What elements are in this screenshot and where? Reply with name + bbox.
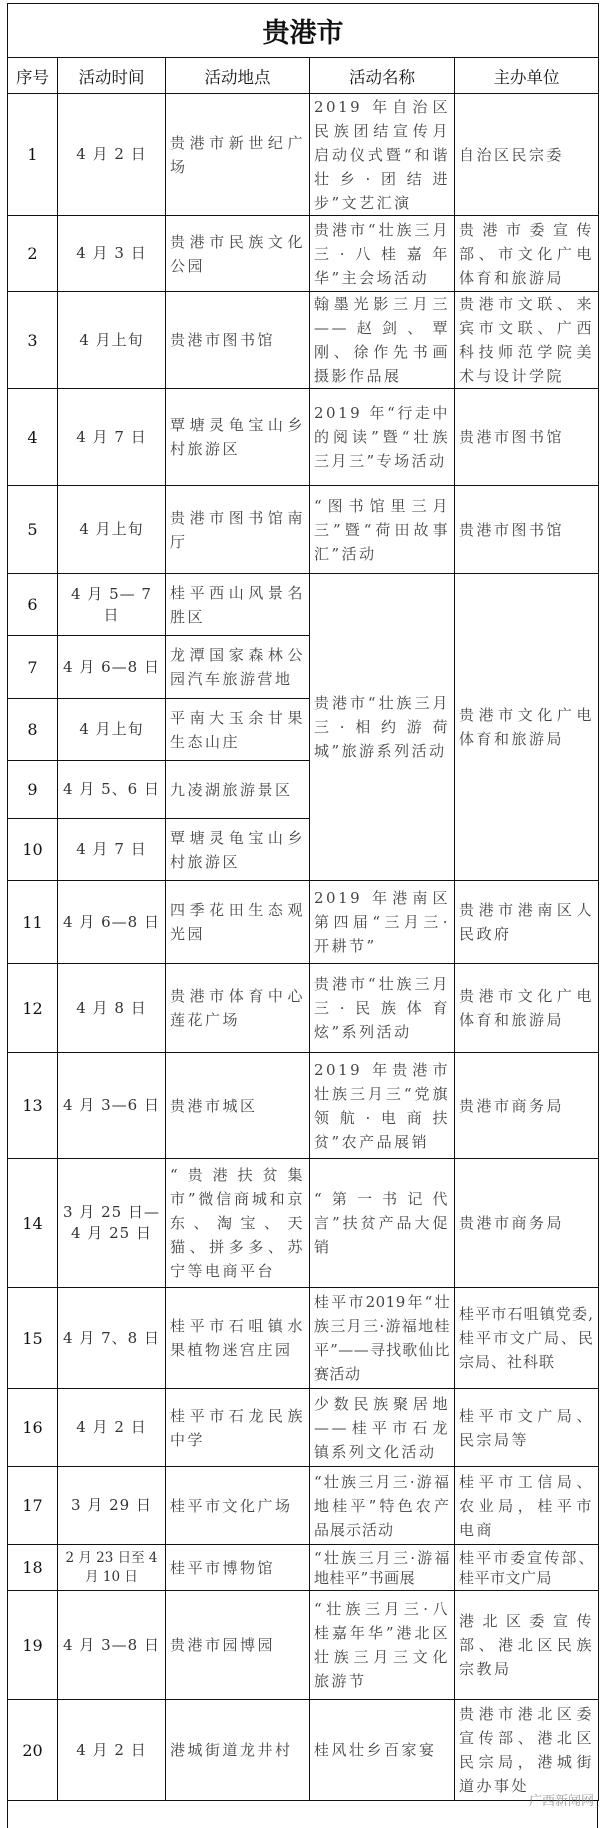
row-time: 2 月 23 日至 4 月 10 日 bbox=[58, 1545, 166, 1591]
row-activity: 少数民族聚居地——桂平市石龙镇系列文化活动 bbox=[310, 1389, 455, 1467]
row-time: 4 月上旬 bbox=[58, 486, 166, 574]
table-row bbox=[8, 1467, 599, 1545]
table-row bbox=[8, 964, 599, 1053]
row-org: 贵港市文联、来宾市文联、广西科技师范学院美术与设计学院 bbox=[455, 292, 599, 389]
row-place: 桂平市博物馆 bbox=[166, 1545, 310, 1591]
row-org: 贵港市商务局 bbox=[455, 1159, 599, 1288]
row-no: 16 bbox=[8, 1389, 58, 1467]
table-title: 贵港市 bbox=[8, 4, 599, 58]
row-activity: 2019 年港南区第四届“三月三·开耕节” bbox=[310, 881, 455, 964]
row-place: 贵港市城区 bbox=[166, 1053, 310, 1159]
row-org: 自治区民宗委 bbox=[455, 94, 599, 216]
row-org: 港北区委宣传部、港北区民族宗教局 bbox=[455, 1591, 599, 1700]
row-time: 4 月 3 日 bbox=[58, 216, 166, 292]
row-activity: “壮族三月三·八桂嘉年华”港北区壮族三月三文化旅游节 bbox=[310, 1591, 455, 1700]
table-row bbox=[8, 486, 599, 574]
table-row bbox=[8, 389, 599, 486]
row-activity: 2019 年自治区民族团结宣传月启动仪式暨“和谐壮乡·团结进步”文艺汇演 bbox=[310, 94, 455, 216]
row-activity: “壮族三月三·游福地桂平”特色农产品展示活动 bbox=[310, 1467, 455, 1545]
row-no: 14 bbox=[8, 1159, 58, 1288]
row-time: 4 月 7、8 日 bbox=[58, 1288, 166, 1389]
row-no: 12 bbox=[8, 964, 58, 1053]
row-activity: “第一书记代言”扶贫产品大促销 bbox=[310, 1159, 455, 1288]
row-org: 桂平市工信局、农业局，桂平市电商 bbox=[455, 1467, 599, 1545]
row-no: 13 bbox=[8, 1053, 58, 1159]
row-place: 贵港市新世纪广场 bbox=[166, 94, 310, 216]
table-row bbox=[8, 1591, 599, 1700]
row-activity: 2019 年贵港市壮族三月三“党旗领航·电商扶贫”农产品展销 bbox=[310, 1053, 455, 1159]
table-row bbox=[8, 1700, 599, 1801]
row-place: 贵港市图书馆 bbox=[166, 292, 310, 389]
row-no: 7 bbox=[8, 636, 58, 699]
row-place: 港城街道龙井村 bbox=[166, 1700, 310, 1801]
watermark: 广西新闻网 bbox=[528, 1794, 594, 1809]
table-row bbox=[8, 574, 599, 636]
row-org: 贵港市文化广电体育和旅游局 bbox=[455, 964, 599, 1053]
row-activity: 2019 年“行走中的阅读”暨“壮族三月三”专场活动 bbox=[310, 389, 455, 486]
row-org: 桂平市委宣传部、桂平市文广局 bbox=[455, 1545, 599, 1591]
table-row bbox=[8, 1159, 599, 1288]
row-org: 贵港市委宣传部、市文化广电体育和旅游局 bbox=[455, 216, 599, 292]
row-place: 桂平西山风景名胜区 bbox=[166, 574, 310, 636]
row-place: 贵港市园博园 bbox=[166, 1591, 310, 1700]
row-no: 20 bbox=[8, 1700, 58, 1801]
row-time: 3 月 25 日— 4 月 25 日 bbox=[58, 1159, 166, 1288]
row-activity: 桂风壮乡百家宴 bbox=[310, 1700, 455, 1801]
table-continuation bbox=[7, 1800, 598, 1828]
row-place: 四季花田生态观光园 bbox=[166, 881, 310, 964]
row-place: 龙潭国家森林公园汽车旅游营地 bbox=[166, 636, 310, 699]
events-table bbox=[7, 3, 599, 1801]
row-no: 11 bbox=[8, 881, 58, 964]
row-place: 桂平市石龙民族中学 bbox=[166, 1389, 310, 1467]
row-activity: 贵港市“壮族三月三·八桂嘉年华”主会场活动 bbox=[310, 216, 455, 292]
row-no: 10 bbox=[8, 819, 58, 881]
row-time: 4 月 3—8 日 bbox=[58, 1591, 166, 1700]
row-no: 6 bbox=[8, 574, 58, 636]
row-place: “贵港扶贫集市”微信商城和京东、淘宝、天猫、拼多多、苏宁等电商平台 bbox=[166, 1159, 310, 1288]
row-activity: 桂平市2019年“壮族三月三·游福地桂平”——寻找歌仙比赛活动 bbox=[310, 1288, 455, 1389]
row-org: 贵港市图书馆 bbox=[455, 486, 599, 574]
table-row bbox=[8, 94, 599, 216]
table-row bbox=[8, 1053, 599, 1159]
row-activity: 贵港市“壮族三月三·民族体育炫”系列活动 bbox=[310, 964, 455, 1053]
row-no: 18 bbox=[8, 1545, 58, 1591]
table-row bbox=[8, 1288, 599, 1389]
row-place: 贵港市图书馆南厅 bbox=[166, 486, 310, 574]
row-org: 贵港市图书馆 bbox=[455, 389, 599, 486]
row-time: 4 月 6—8 日 bbox=[58, 636, 166, 699]
header-time: 活动时间 bbox=[58, 58, 166, 94]
row-activity-merged: 贵港市“壮族三月三·相约游荷城”旅游系列活动 bbox=[310, 574, 455, 881]
row-no: 4 bbox=[8, 389, 58, 486]
row-place: 平南大玉余甘果生态山庄 bbox=[166, 699, 310, 761]
row-org: 贵港市商务局 bbox=[455, 1053, 599, 1159]
row-no: 17 bbox=[8, 1467, 58, 1545]
row-time: 4 月 6—8 日 bbox=[58, 881, 166, 964]
row-time: 4 月 5、6 日 bbox=[58, 761, 166, 819]
row-place: 贵港市体育中心莲花广场 bbox=[166, 964, 310, 1053]
row-time: 4 月 8 日 bbox=[58, 964, 166, 1053]
row-time: 4 月上旬 bbox=[58, 699, 166, 761]
row-org: 桂平市石咀镇党委,桂平市文广局、民宗局、社科联 bbox=[455, 1288, 599, 1389]
header-row bbox=[8, 58, 599, 94]
row-no: 3 bbox=[8, 292, 58, 389]
row-time: 4 月 2 日 bbox=[58, 1389, 166, 1467]
table-row bbox=[8, 881, 599, 964]
row-org: 贵港市港南区人民政府 bbox=[455, 881, 599, 964]
row-place: 九凌湖旅游景区 bbox=[166, 761, 310, 819]
table-row bbox=[8, 1545, 599, 1591]
header-no: 序号 bbox=[8, 58, 58, 94]
header-name: 活动名称 bbox=[310, 58, 455, 94]
row-no: 15 bbox=[8, 1288, 58, 1389]
row-no: 1 bbox=[8, 94, 58, 216]
header-place: 活动地点 bbox=[166, 58, 310, 94]
row-time: 4 月 5— 7 日 bbox=[58, 574, 166, 636]
table-row bbox=[8, 1389, 599, 1467]
row-place: 覃塘灵龟宝山乡村旅游区 bbox=[166, 819, 310, 881]
row-place: 桂平市文化广场 bbox=[166, 1467, 310, 1545]
row-place: 桂平市石咀镇水果植物迷宫庄园 bbox=[166, 1288, 310, 1389]
row-org-merged: 贵港市文化广电体育和旅游局 bbox=[455, 574, 599, 881]
row-time: 3 月 29 日 bbox=[58, 1467, 166, 1545]
row-time: 4 月 2 日 bbox=[58, 1700, 166, 1801]
row-time: 4 月 3—6 日 bbox=[58, 1053, 166, 1159]
row-activity: 翰墨光影三月三——赵剑、覃刚、徐作先书画摄影作品展 bbox=[310, 292, 455, 389]
row-no: 19 bbox=[8, 1591, 58, 1700]
events-table-sheet bbox=[7, 3, 598, 1801]
row-time: 4 月 2 日 bbox=[58, 94, 166, 216]
row-activity: “图书馆里三月三”暨“荷田故事汇”活动 bbox=[310, 486, 455, 574]
row-time: 4 月上旬 bbox=[58, 292, 166, 389]
row-activity: “壮族三月三·游福地桂平”书画展 bbox=[310, 1545, 455, 1591]
table-row bbox=[8, 216, 599, 292]
row-no: 2 bbox=[8, 216, 58, 292]
row-place: 覃塘灵龟宝山乡村旅游区 bbox=[166, 389, 310, 486]
row-no: 8 bbox=[8, 699, 58, 761]
row-no: 9 bbox=[8, 761, 58, 819]
row-time: 4 月 7 日 bbox=[58, 389, 166, 486]
header-org: 主办单位 bbox=[455, 58, 599, 94]
row-place: 贵港市民族文化公园 bbox=[166, 216, 310, 292]
table-row bbox=[8, 292, 599, 389]
row-time: 4 月 7 日 bbox=[58, 819, 166, 881]
row-no: 5 bbox=[8, 486, 58, 574]
row-org: 贵港市港北区委宣传部、港北区民宗局，港城街道办事处 bbox=[455, 1700, 599, 1801]
row-org: 桂平市文广局、民宗局等 bbox=[455, 1389, 599, 1467]
